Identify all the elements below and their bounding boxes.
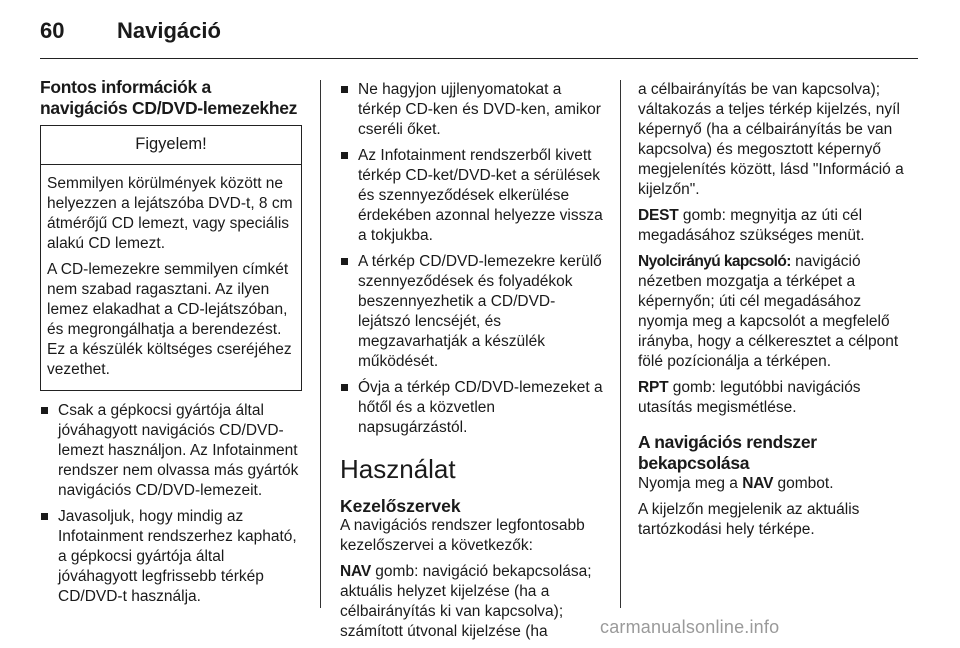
- list-item: [340, 80, 604, 140]
- controls-intro: A navigációs rendszer legfontosabb kezelőszervei a következők:: [340, 517, 585, 554]
- list-item-text: A térkép CD/DVD-lemezekre kerülő szennyeződések és folyadékok beszennyezhetik a CD/DVD-lejátszó lencséjét, és megzavarhatják a készülék működését.: [358, 253, 602, 370]
- instruction-suffix: gombot.: [773, 475, 834, 492]
- middle-column: [340, 80, 604, 648]
- header-rule: [40, 58, 918, 59]
- watermark: carmanualsonline.info: [600, 617, 780, 637]
- switch-on-instruction: [638, 474, 908, 494]
- nav-key-description: [340, 562, 604, 642]
- left-bullet-list: [40, 401, 302, 607]
- warning-title: Figyelem!: [41, 126, 301, 165]
- bullet-icon: [341, 384, 348, 391]
- dest-key-text: gomb: megnyitja az úti cél megadásához szükséges menüt.: [638, 207, 865, 244]
- dest-key-label: DEST: [638, 207, 679, 224]
- warning-paragraph: A CD-lemezekre semmilyen címkét nem szabad ragasztani. Az ilyen lemez elakadhat a CD-lejátszóban, és megrongálhatja a berendezést. Ez a készülék költséges cseréjéhez vezethet.: [47, 261, 292, 378]
- usage-heading: Használat: [340, 454, 456, 484]
- warning-body: [41, 165, 301, 390]
- controls-heading: Kezelőszervek: [340, 496, 461, 516]
- nav-key-continued: a célbairányítás be van kapcsolva); váltakozás a teljes térkép kijelzés, nyíl képernyő (ha a célbairányítás be van kapcsolva) és megosztott képernyő megjelenítés között, lásd "Információ a kijelzőn".: [638, 81, 904, 198]
- bullet-icon: [41, 407, 48, 414]
- column-divider: [620, 80, 621, 608]
- info-heading: Fontos információk a navigációs CD/DVD-lemezekhez: [40, 77, 298, 118]
- bullet-icon: [341, 86, 348, 93]
- list-item-text: Óvja a térkép CD/DVD-lemezeket a hőtől és a közvetlen napsugárzástól.: [358, 379, 603, 436]
- nav-key-label: NAV: [742, 475, 774, 492]
- list-item-text: Az Infotainment rendszerből kivett térkép CD-ket/DVD-ket a sérülések és szennyeződések elkerülése érdekében azonnal helyezze vissza a tokjukba.: [358, 147, 603, 244]
- list-item: [340, 252, 604, 372]
- dest-key-description: [638, 206, 908, 246]
- section-title: Navigáció: [117, 18, 221, 43]
- joystick-text: navigáció nézetben mozgatja a térképet a képernyőn; úti cél megadásához nyomja meg a kapcsolót a megfelelő irányba, hogy a célkeresztet a célpont fölé pozícionálja a térképen.: [638, 253, 899, 370]
- list-item-text: Csak a gépkocsi gyártója által jóváhagyott navigációs CD/DVD-lemezt használjon. Az Infotainment rendszer nem olvassa más gyártók navigációs CD/DVD-lemezeit.: [58, 402, 299, 499]
- bullet-icon: [41, 513, 48, 520]
- list-item: [40, 401, 302, 501]
- warning-box: [40, 125, 302, 391]
- page-number: 60: [40, 18, 65, 43]
- switch-on-heading: A navigációs rendszer bekapcsolása: [638, 432, 817, 473]
- switch-on-result: A kijelzőn megjelenik az aktuális tartózkodási hely térképe.: [638, 501, 860, 538]
- left-column: [40, 77, 302, 613]
- joystick-label: Nyolcirányú kapcsoló:: [638, 253, 791, 270]
- right-column: [638, 80, 908, 546]
- middle-bullet-list: [340, 80, 604, 438]
- rpt-key-text: gomb: legutóbbi navigációs utasítás megismétlése.: [638, 379, 861, 416]
- page-header: [40, 14, 918, 54]
- rpt-key-description: [638, 378, 908, 418]
- nav-key-text: gomb: navigáció bekapcsolása; aktuális helyzet kijelzése (ha a célbairányítás ki van kapcsolva); számított útvonal kijelzése (ha: [340, 563, 592, 640]
- rpt-key-label: RPT: [638, 379, 669, 396]
- instruction-prefix: Nyomja meg a: [638, 475, 743, 492]
- list-item: [40, 507, 302, 607]
- list-item: [340, 146, 604, 246]
- list-item-text: Ne hagyjon ujjlenyomatokat a térkép CD-ken és DVD-ken, amikor cseréli őket.: [358, 81, 601, 138]
- joystick-description: [638, 252, 908, 372]
- bullet-icon: [341, 152, 348, 159]
- nav-key-label: NAV: [340, 563, 371, 580]
- list-item-text: Javasoljuk, hogy mindig az Infotainment rendszerhez kapható, a gépkocsi gyártója által jóváhagyott legfrissebb térkép CD/DVD-t használja.: [58, 508, 297, 605]
- bullet-icon: [341, 258, 348, 265]
- column-divider: [320, 80, 321, 608]
- list-item: [340, 378, 604, 438]
- warning-paragraph: Semmilyen körülmények között ne helyezzen a lejátszóba DVD-t, 8 cm átmérőjű CD lemezt, vagy speciális alakú CD lemezt.: [47, 175, 293, 252]
